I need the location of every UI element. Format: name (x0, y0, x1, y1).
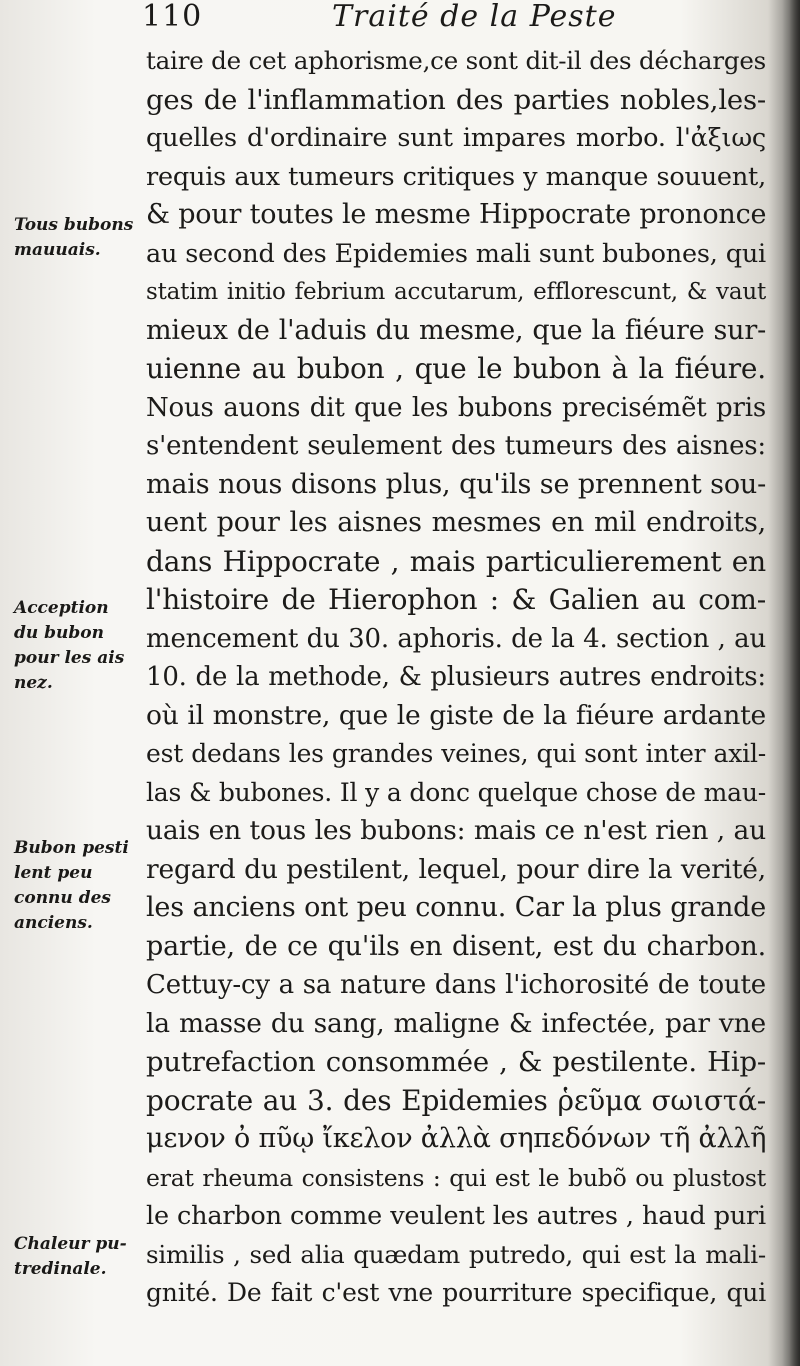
margin-note-line: pour les ais (14, 648, 125, 668)
text-line: les anciens ont peu connu. Car la plus grande (146, 892, 766, 923)
margin-note-line: lent peu (14, 863, 93, 883)
margin-note-line: Tous bubons (14, 215, 134, 235)
margin-note-line: nez. (14, 673, 53, 693)
text-line: regard du pestilent, lequel, pour dire la verité, (146, 853, 766, 885)
page-header (142, 0, 742, 34)
margin-note-tous-bubons (14, 213, 146, 263)
text-line: taire de cet aphorisme,ce sont dit-il des décharges (146, 46, 766, 75)
text-line: mais nous disons plus, qu'ils se prennent sou- (146, 468, 766, 500)
text-line: partie, de ce qu'ils en disent, est du charbon. (146, 930, 766, 962)
text-line: gnité. De fait c'est vne pourriture specifique, qui (146, 1278, 766, 1307)
text-line: 10. de la methode, & plusieurs autres endroits: (146, 662, 766, 692)
margin-note-line: Chaleur pu- (14, 1234, 127, 1254)
text-line: mencement du 30. aphoris. de la 4. section , au (146, 623, 766, 654)
margin-note-line: mauuais. (14, 240, 101, 260)
text-line: similis , sed alia quædam putredo, qui est la mali- (146, 1239, 766, 1269)
text-line: dans Hippocrate , mais particulierement en (146, 544, 766, 578)
body-text (146, 42, 766, 1313)
text-line: au second des Epidemies mali sunt bubones, qui (146, 238, 766, 269)
margin-note-line: Acception (14, 598, 109, 618)
text-line: & pour toutes le mesme Hippocrate prononce (146, 199, 767, 230)
margin-note-line: tredinale. (14, 1259, 107, 1279)
text-line: las & bubones. Il y a donc quelque chose de mau- (146, 777, 766, 807)
text-line: ges de l'inflammation des parties nobles,les- (146, 83, 766, 116)
text-line: requis aux tumeurs critiques y manque souuent, (146, 161, 766, 192)
text-line: la masse du sang, maligne & infectée, par vne (146, 1007, 766, 1039)
text-line: quelles d'ordinaire sunt impares morbo. l'ἀξιως (146, 123, 766, 153)
text-line: s'entendent seulement des tumeurs des aisnes: (146, 431, 766, 461)
text-line: l'histoire de Hierophon : & Galien au com- (146, 583, 766, 616)
running-title: Traité de la Peste (332, 0, 617, 34)
text-line: uent pour les aisnes mesmes en mil endroits, (146, 507, 766, 538)
margin-note-line: du bubon (14, 623, 104, 643)
text-line: putrefaction consommée , & pestilente. Hip- (146, 1046, 766, 1078)
text-line: où il monstre, que le giste de la fiéure ardante (146, 699, 766, 731)
text-line: pocrate au 3. des Epidemies ῥεῦμα σωιστά- (146, 1083, 766, 1117)
margin-notes (14, 0, 146, 1366)
margin-note-chaleur (14, 1232, 146, 1282)
margin-note-bubon-pestilent (14, 836, 146, 936)
page-number: 110 (142, 0, 203, 34)
page-gutter-shadow (782, 0, 800, 1366)
text-line: μενον ὀ πῦῳ ἴκελον ἀλλὰ σηπεδόνων τῆ ἀλλῆ (146, 1123, 767, 1154)
margin-note-line: Bubon pesti (14, 838, 129, 858)
text-line: est dedans les grandes veines, qui sont inter axil- (146, 739, 766, 768)
margin-note-acception (14, 596, 146, 696)
text-line: erat rheuma consistens : qui est le bubõ ou plustost (146, 1163, 766, 1192)
text-line: uais en tous les bubons: mais ce n'est rien , au (146, 815, 766, 846)
text-line: uienne au bubon , que le bubon à la fiéure. (146, 352, 766, 385)
text-line: Nous auons dit que les bubons precisémẽt pris (146, 392, 766, 423)
text-line: statim initio febrium accutarum, efflorescunt, & vaut (146, 279, 766, 305)
margin-note-line: anciens. (14, 913, 93, 933)
text-line: mieux de l'aduis du mesme, que la fiéure sur- (146, 314, 766, 346)
text-line: le charbon comme veulent les autres , haud puri (146, 1201, 766, 1231)
text-line: Cettuy-cy a sa nature dans l'ichorosité de toute (146, 970, 766, 1000)
margin-note-line: connu des (14, 888, 111, 908)
